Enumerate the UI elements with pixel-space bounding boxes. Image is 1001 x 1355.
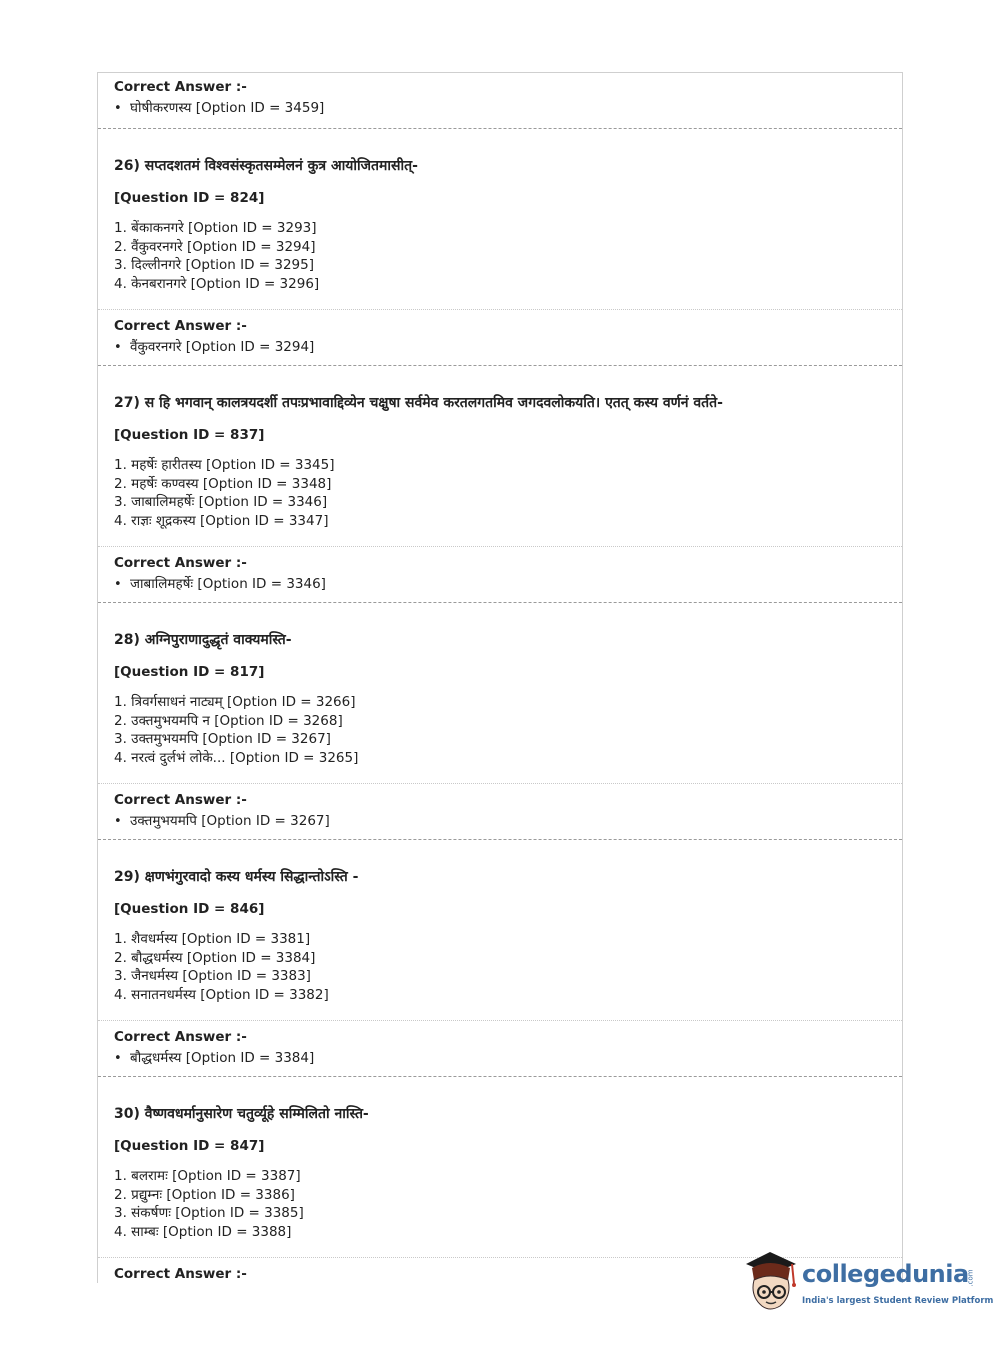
- question-id: [Question ID = 817]: [114, 664, 265, 680]
- question-text: 29) क्षणभंगुरवादो कस्य धर्मस्य सिद्धान्तोऽस्ति -: [114, 869, 359, 885]
- answer-value: जाबालिमहर्षेः [Option ID = 3346]: [130, 576, 326, 592]
- bullet-icon: •: [114, 101, 122, 116]
- option-list: [114, 1167, 902, 1241]
- correct-answer-label: Correct Answer :-: [114, 555, 247, 571]
- collegedunia-logo: [740, 1250, 994, 1316]
- correct-answer-text: [114, 98, 902, 119]
- option-item: 3. जाबालिमहर्षेः [Option ID = 3346]: [114, 494, 328, 510]
- question-block-28: [98, 603, 902, 783]
- option-item: 1. शैवधर्मस्य [Option ID = 3381]: [114, 931, 311, 947]
- bullet-icon: •: [114, 814, 122, 829]
- option-item: 3. संकर्षणः [Option ID = 3385]: [114, 1205, 304, 1221]
- answer-value: बौद्धधर्मस्य [Option ID = 3384]: [130, 1050, 315, 1066]
- correct-answer-text: [114, 337, 902, 358]
- bullet-icon: •: [114, 577, 122, 592]
- question-id: [Question ID = 824]: [114, 190, 265, 206]
- bullet-icon: •: [114, 340, 122, 355]
- option-item: 2. वैंकुवरनगरे [Option ID = 3294]: [114, 238, 316, 255]
- option-item: 4. सनातनधर्मस्य [Option ID = 3382]: [114, 986, 329, 1003]
- option-item: 1. त्रिवर्गसाधनं नाट्यम् [Option ID = 3266]: [114, 694, 356, 710]
- answer-block-28: [98, 784, 902, 839]
- option-item: 3. जैनधर्मस्य [Option ID = 3383]: [114, 968, 311, 984]
- option-item: 1. बेंकाकनगरे [Option ID = 3293]: [114, 220, 317, 236]
- question-text: 30) वैष्णवधर्मानुसारेण चतुर्व्यूहे सम्मिलितो नास्ति-: [114, 1106, 369, 1122]
- correct-answer-text: [114, 1048, 902, 1069]
- logo-wordmark: collegedunia: [802, 1260, 969, 1288]
- option-list: [114, 930, 902, 1004]
- correct-answer-label: Correct Answer :-: [114, 1029, 247, 1045]
- logo-dotcom: .com: [966, 1269, 975, 1287]
- answer-block-26: [98, 310, 902, 365]
- option-item: 4. केनबरानगरे [Option ID = 3296]: [114, 275, 320, 292]
- option-item: 1. बलरामः [Option ID = 3387]: [114, 1168, 301, 1184]
- option-list: [114, 693, 902, 767]
- question-id: [Question ID = 846]: [114, 901, 265, 917]
- answer-block-27: [98, 547, 902, 602]
- option-list: [114, 219, 902, 293]
- correct-answer-text: [114, 811, 902, 832]
- logo-tagline: India's largest Student Review Platform: [802, 1296, 994, 1306]
- question-block-30: [98, 1077, 902, 1257]
- question-text: 27) स हि भगवान् कालत्रयदर्शी तपःप्रभावाद्दिव्येन चक्षुषा सर्वमेव करतलगतमिव जगदवलोकयति। एतत् कस्य वर्णनं वर्तते-: [114, 395, 723, 411]
- answer-value: वैंकुवरनगरे [Option ID = 3294]: [130, 339, 315, 355]
- option-item: 4. नरत्वं दुर्लभं लोके... [Option ID = 3265]: [114, 749, 359, 766]
- answer-block-29: [98, 1021, 902, 1076]
- question-paper-sheet: [97, 72, 903, 1283]
- option-item: 4. साम्बः [Option ID = 3388]: [114, 1223, 292, 1240]
- question-id: [Question ID = 847]: [114, 1138, 265, 1154]
- option-list: [114, 456, 902, 530]
- option-item: 3. दिल्लीनगरे [Option ID = 3295]: [114, 257, 314, 273]
- correct-answer-text: [114, 574, 902, 595]
- correct-answer-label: Correct Answer :-: [114, 318, 247, 334]
- option-item: 2. बौद्धधर्मस्य [Option ID = 3384]: [114, 949, 316, 966]
- question-id: [Question ID = 837]: [114, 427, 265, 443]
- answer-value: उक्तमुभयमपि [Option ID = 3267]: [130, 813, 330, 829]
- answer-value: घोषीकरणस्य [Option ID = 3459]: [130, 100, 325, 116]
- question-block-29: [98, 840, 902, 1020]
- correct-answer-label: Correct Answer :-: [114, 79, 247, 95]
- option-item: 4. राज्ञः शूद्रकस्य [Option ID = 3347]: [114, 512, 329, 529]
- bullet-icon: •: [114, 1051, 122, 1066]
- option-item: 1. महर्षेः हारीतस्य [Option ID = 3345]: [114, 457, 335, 473]
- mascot-icon: [740, 1250, 800, 1316]
- option-item: 2. प्रद्युम्नः [Option ID = 3386]: [114, 1186, 295, 1203]
- question-block-27: [98, 366, 902, 546]
- option-item: 2. महर्षेः कण्वस्य [Option ID = 3348]: [114, 475, 332, 492]
- answer-block-prev: [98, 73, 902, 128]
- correct-answer-label: Correct Answer :-: [114, 1266, 247, 1282]
- question-text: 26) सप्तदशतमं विश्वसंस्कृतसम्मेलनं कुत्र आयोजितमासीत्-: [114, 158, 418, 174]
- question-block-26: [98, 129, 902, 309]
- option-item: 3. उक्तमुभयमपि [Option ID = 3267]: [114, 731, 331, 747]
- correct-answer-label: Correct Answer :-: [114, 792, 247, 808]
- question-text: 28) अग्निपुराणादुद्धृतं वाक्यमस्ति-: [114, 632, 292, 648]
- option-item: 2. उक्तमुभयमपि न [Option ID = 3268]: [114, 712, 343, 729]
